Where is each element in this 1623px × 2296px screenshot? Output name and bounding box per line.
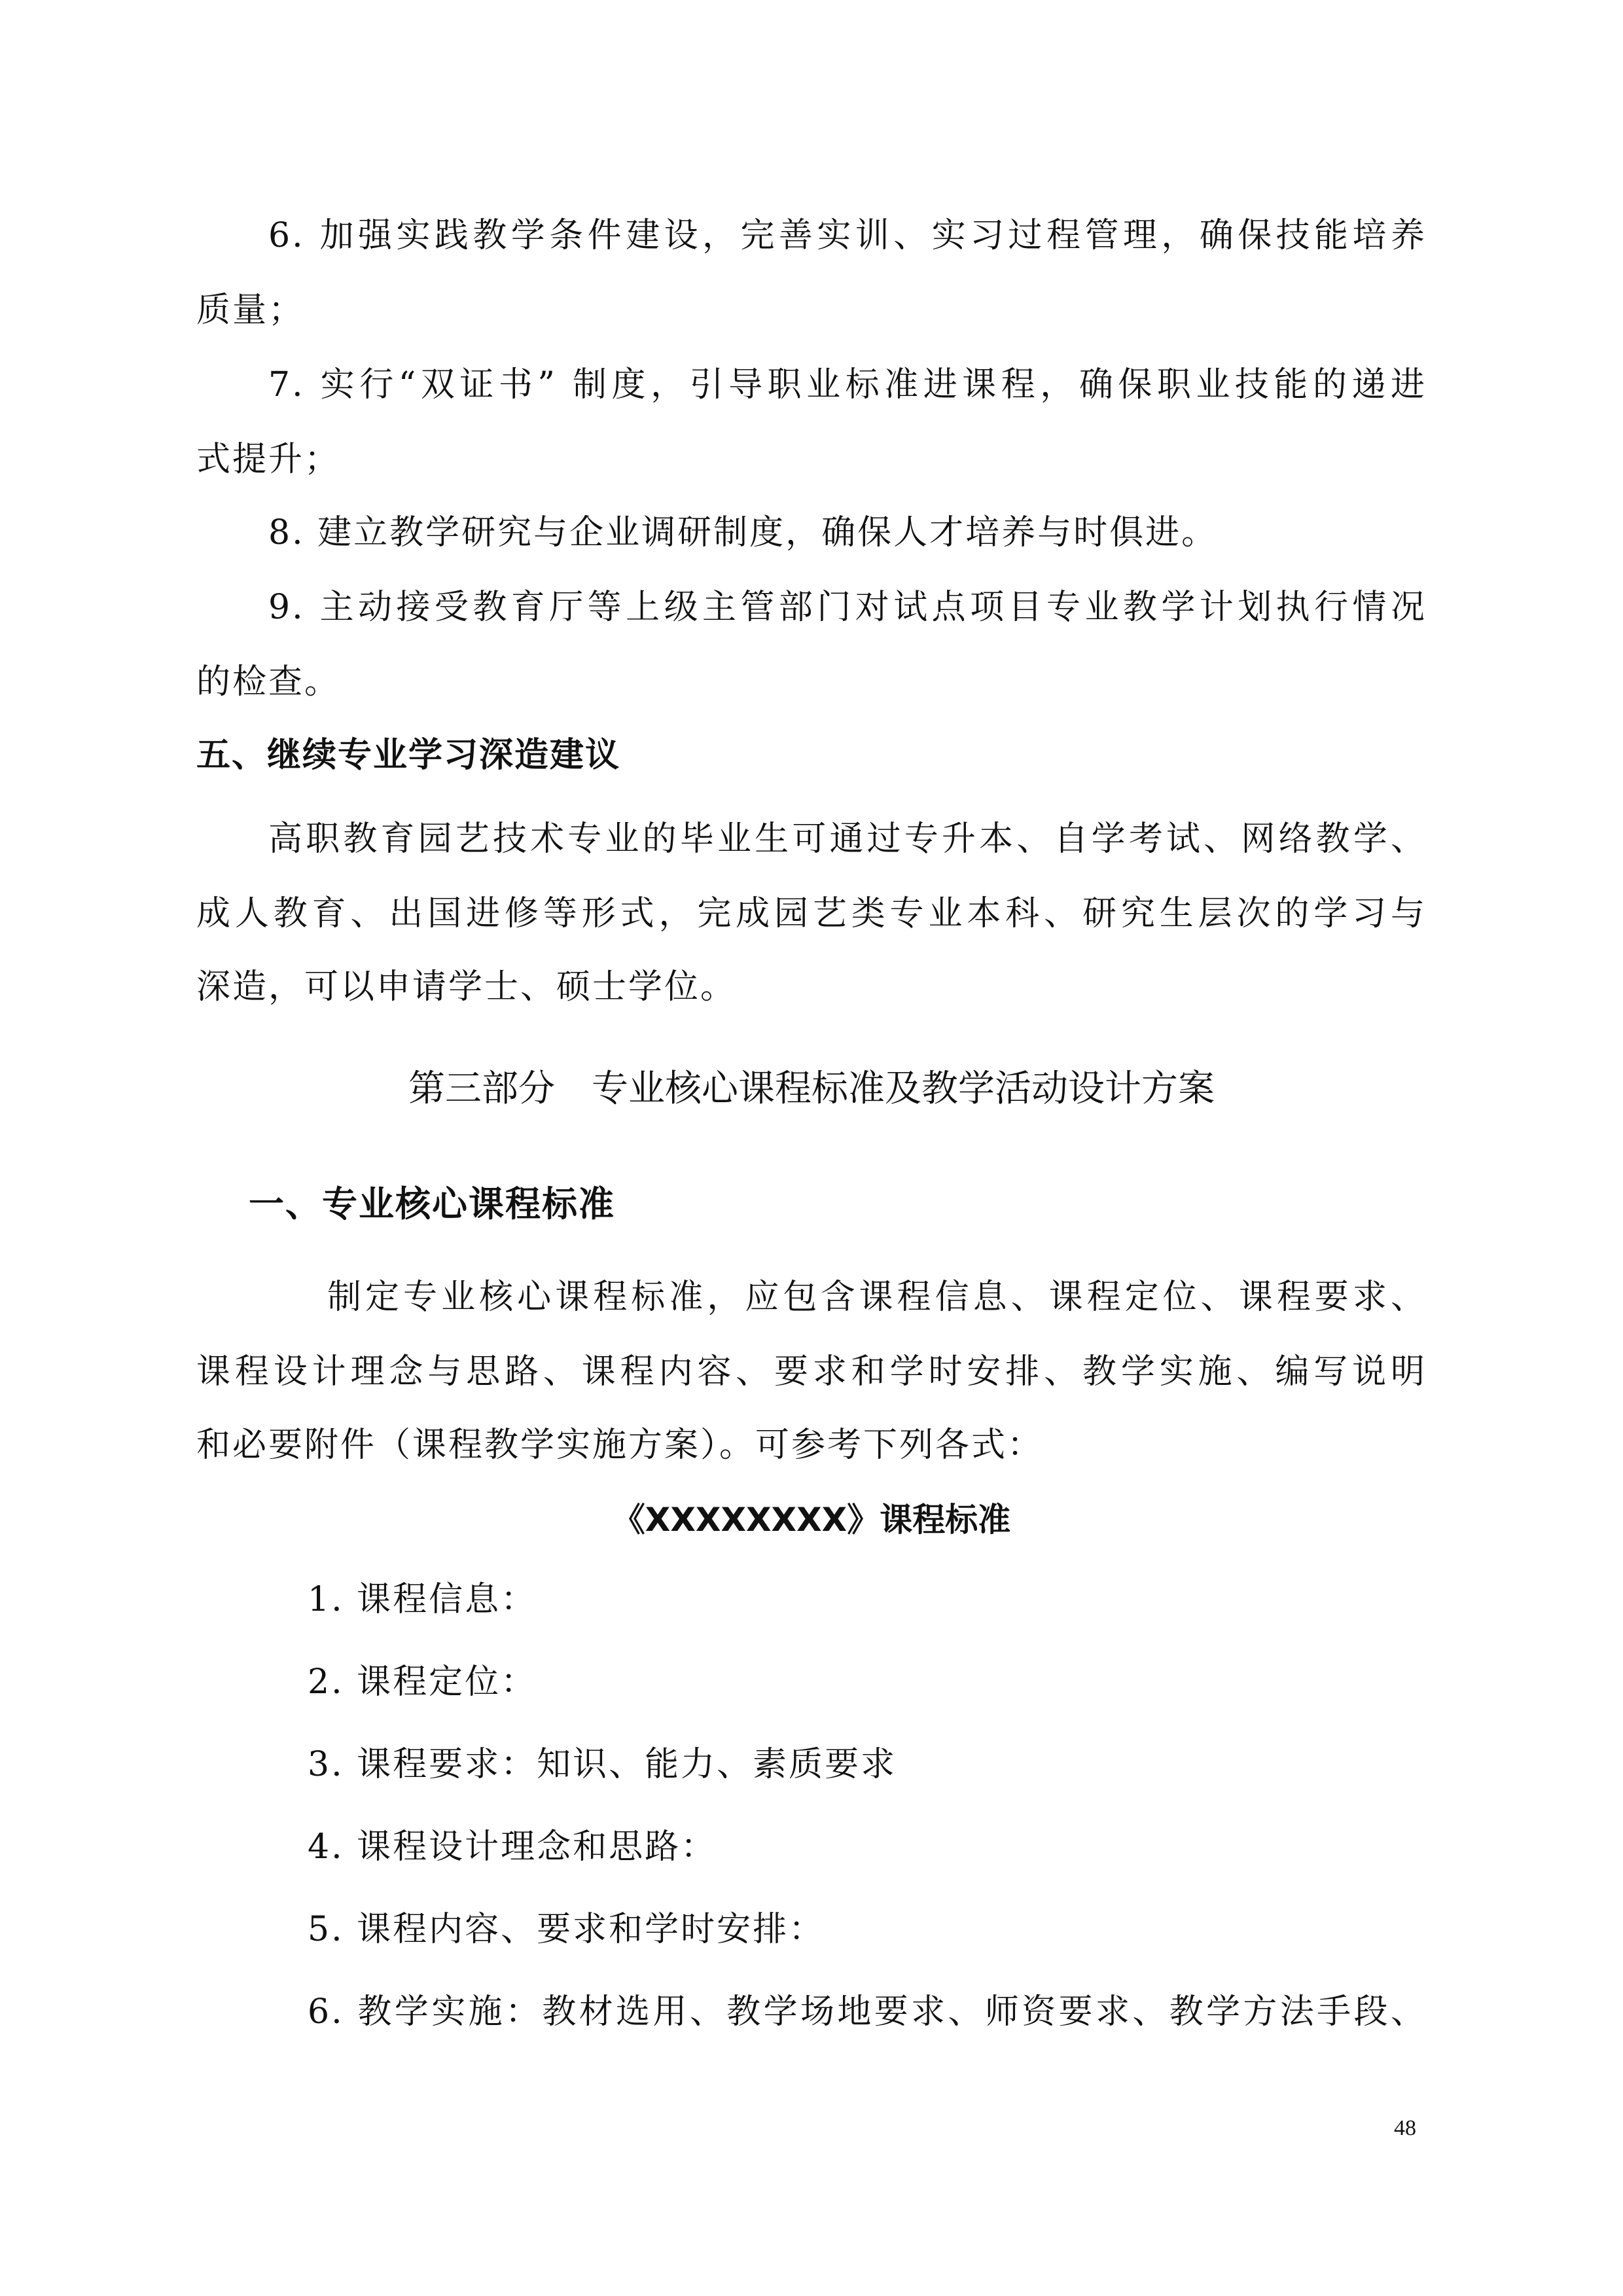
intro-line-3: 和必要附件（课程教学实施方案）。可参考下列各式：	[196, 1426, 1044, 1465]
list-item-6: 6. 教学实施：教材选用、教学场地要求、师资要求、教学方法手段、	[308, 1992, 1427, 2032]
page-number: 48	[1394, 2116, 1416, 2140]
item-9-line-1: 9. 主动接受教育厅等上级主管部门对试点项目专业教学计划执行情况	[268, 588, 1427, 627]
section-5-heading: 五、继续专业学习深造建议	[196, 736, 621, 775]
section-5-paragraph-line-2: 成人教育、出国进修等形式，完成园艺类专业本科、研究生层次的学习与	[196, 894, 1427, 933]
item-8-line: 8. 建立教学研究与企业调研制度，确保人才培养与时俱进。	[268, 513, 1218, 552]
part-3-title: 第三部分 专业核心课程标准及教学活动设计方案	[408, 1067, 1215, 1110]
section-5-paragraph-line-3: 深造，可以申请学士、硕士学位。	[196, 967, 737, 1007]
list-item-1: 1. 课程信息：	[308, 1580, 537, 1619]
intro-line-2: 课程设计理念与思路、课程内容、要求和学时安排、教学实施、编写说明	[196, 1352, 1427, 1391]
item-7-line-1: 7. 实行“双证书” 制度，引导职业标准进课程，确保职业技能的递进	[268, 365, 1427, 404]
list-item-2: 2. 课程定位：	[308, 1662, 537, 1702]
intro-line-1: 制定专业核心课程标准，应包含课程信息、课程定位、课程要求、	[327, 1278, 1427, 1317]
part-3-section-1-heading: 一、专业核心课程标准	[249, 1183, 615, 1225]
list-item-3: 3. 课程要求：知识、能力、素质要求	[308, 1745, 897, 1784]
item-9-line-2: 的检查。	[196, 662, 341, 702]
item-6-line-1: 6. 加强实践教学条件建设，完善实训、实习过程管理，确保技能培养	[268, 216, 1427, 255]
item-6-line-2: 质量；	[196, 291, 305, 330]
list-item-5: 5. 课程内容、要求和学时安排：	[308, 1910, 825, 1949]
item-7-line-2: 式提升；	[196, 440, 341, 479]
section-5-paragraph-line-1: 高职教育园艺技术专业的毕业生可通过专升本、自学考试、网络教学、	[268, 819, 1427, 859]
course-standard-title: 《XXXXXXXX》课程标准	[612, 1501, 1011, 1539]
list-item-4: 4. 课程设计理念和思路：	[308, 1827, 717, 1867]
